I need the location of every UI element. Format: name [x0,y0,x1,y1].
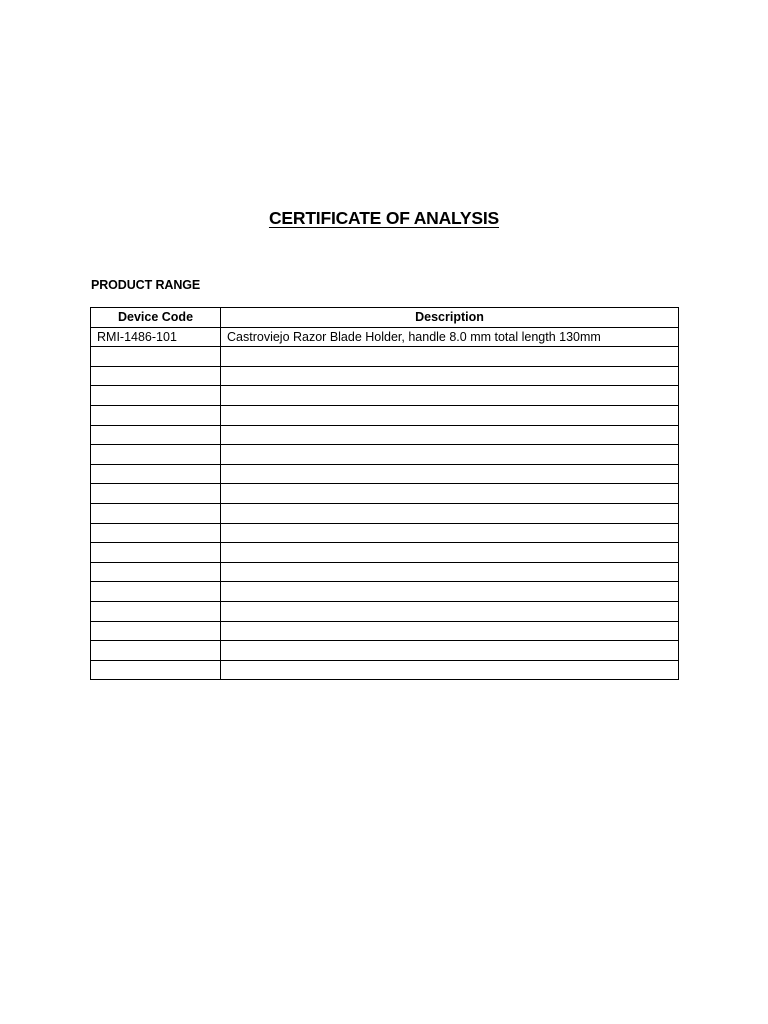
device-code-cell [91,347,221,367]
description-cell [221,641,679,661]
description-cell [221,366,679,386]
description-cell [221,503,679,523]
device-code-cell [91,503,221,523]
device-code-cell [91,621,221,641]
table-row [91,484,679,504]
description-cell [221,405,679,425]
table-row [91,366,679,386]
table-row [91,621,679,641]
description-cell: Castroviejo Razor Blade Holder, handle 8.0 mm total length 130mm [221,327,679,347]
device-code-cell [91,543,221,563]
description-cell [221,582,679,602]
table-row [91,503,679,523]
description-cell [221,562,679,582]
section-heading: PRODUCT RANGE [91,278,201,292]
device-code-cell [91,484,221,504]
table-row [91,641,679,661]
device-code-cell [91,660,221,680]
device-code-cell [91,641,221,661]
table-row [91,445,679,465]
table-header-row [91,308,679,328]
column-header-device-code: Device Code [91,308,221,328]
device-code-cell [91,562,221,582]
device-code-cell [91,582,221,602]
device-code-cell [91,425,221,445]
table-row [91,386,679,406]
table-row [91,601,679,621]
table-row [91,523,679,543]
device-code-cell [91,601,221,621]
product-range-table [90,307,679,680]
table-row [91,464,679,484]
device-code-cell [91,464,221,484]
device-code-cell [91,445,221,465]
document-title: CERTIFICATE OF ANALYSIS [268,208,500,228]
description-cell [221,621,679,641]
table-row [91,425,679,445]
description-cell [221,543,679,563]
table-row [91,562,679,582]
description-cell [221,523,679,543]
table-row [91,347,679,367]
table-row [91,405,679,425]
device-code-cell [91,366,221,386]
table-row [91,660,679,680]
device-code-cell: RMI-1486-101 [91,327,221,347]
table-row [91,582,679,602]
table-row [91,543,679,563]
device-code-cell [91,405,221,425]
description-cell [221,484,679,504]
description-cell [221,464,679,484]
description-cell [221,445,679,465]
device-code-cell [91,523,221,543]
description-cell [221,425,679,445]
device-code-cell [91,386,221,406]
column-header-description: Description [221,308,679,328]
description-cell [221,347,679,367]
description-cell [221,601,679,621]
table-row [91,327,679,347]
description-cell [221,660,679,680]
description-cell [221,386,679,406]
